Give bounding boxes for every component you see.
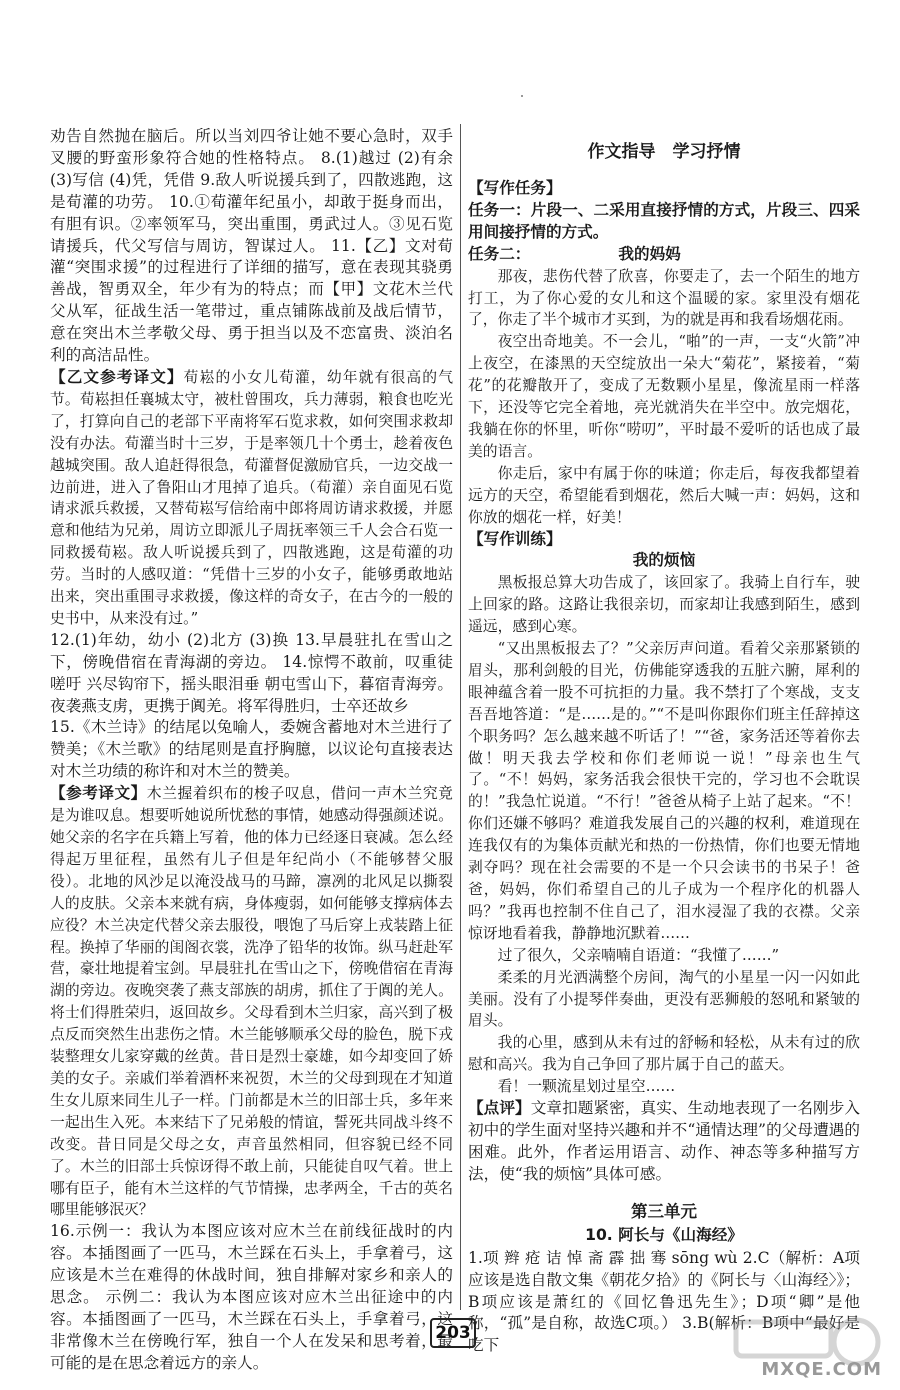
right-column	[468, 126, 860, 1357]
essay2-paragraph: 过了很久，父亲喃喃自语道：“我懂了……”	[497, 946, 780, 964]
writing-training-tag: 【写作训练】	[468, 529, 562, 548]
essay1-paragraph: 夜空出奇地美。不一会儿，“啪”的一声，一支“火箭”冲上夜空，在漆黑的天空绽放出一朵大“菊花”，紧接着，“菊花”的花瓣散开了，变成了无数颗小星星，像流星雨一样落下，还没等它完全着地，亮光就消失在半空中。放完烟花，我躺在你的怀里，听你“唠叨”，平时最不爱听的话也成了最美的语言。	[468, 333, 860, 460]
lesson-title: 10. 阿长与《山海经》	[585, 1225, 743, 1244]
reference-translation-text: 木兰握着织布的梭子叹息，借问一声木兰究竟是为谁叹息。想要听她说所忧愁的事情，她感动得强颜述说。她父亲的名字在兵籍上写着，他的体力已经逐日衰减。怎么经得起万里征程，虽然有儿子但是年纪尚小（不能够替父服役）。北地的风沙足以淹没战马的马蹄，凛冽的北风足以撕裂人的皮肤。父亲本来就有病，身体瘦弱，如何能够支撑病体去应役？木兰决定代替父亲去服役，喂饱了马后穿上戎装踏上征程。换掉了华丽的闺阁衣裳，洗净了铅华的妆饰。纵马赶赴军营，豪壮地提着宝剑。早晨驻扎在雪山之下，傍晚借宿在青海湖的旁边。夜晚突袭了燕支部族的胡虏，抓住了于阗的羌人。将士们得胜荣归，返回故乡。父母看到木兰归家，高兴到了极点反而突然生出悲伤之情。木兰能够顺承父母的脸色，脱下戎装整理女儿家穿戴的丝黄。昔日是烈士豪雄，如今却变回了娇美的女子。亲戚们举着酒杯来祝贺，木兰的父母到现在才知道生女儿原来同生儿子一样。门前都是木兰的旧部士兵，多年来一起出生入死。本来结下了兄弟般的情谊，誓死共同战斗终不改变。昔日同是父母之女，声音虽然相同，但容貌已经不同了。木兰的旧部士兵惊讶得不敢上前，只能徒自叹气着。世上哪有臣子，能有木兰这样的气节情操，忠孝两全，千古的英名哪里能够泯灭？	[50, 785, 453, 1219]
answer-15: 15.《木兰诗》的结尾以兔喻人，委婉含蓄地对木兰进行了赞美；《木兰歌》的结尾则是直抒胸臆，以议论句直接表达对木兰功绩的称许和对木兰的赞美。	[50, 718, 453, 781]
left-column	[50, 126, 453, 1375]
unit-title: 第三单元	[631, 1201, 697, 1221]
essay2-paragraph: 黑板报总算大功告成了，该回家了。我骑上自行车，驶上回家的路。这路让我很亲切，而家却让我感到陌生，感到遥远，感到心寒。	[468, 574, 860, 636]
task-two-header	[468, 244, 860, 266]
essay2-paragraph: “又出黑板报去了？”父亲厉声问道。看着父亲那紧锁的眉头，那利剑般的目光，仿佛能穿透我的五脏六腑，犀利的眼神蕴含着一股不可抗拒的力量。我不禁打了个寒战，支支吾吾地答道：“是……是的。”“不是叫你跟你们班主任辞掉这个职务吗？怎么越来越不听话了！”“爸，家务活还等着你去做！明天我去学校和你们老师说一说！”母亲也生气了。“不！妈妈，家务活我会很快干完的，学习也不会耽误的！”我急忙说道。“不行！”爸爸从椅子上站了起来。“不！你们还嫌不够吗？难道我发展自己的兴趣的权利，难道现在连我仅有的为集体贡献光和热的一份热情，你们也要无情地剥夺吗？现在社会需要的不是一个只会读书的书呆子！爸爸，妈妈，你们希望自己的儿子成为一个程序化的机器人吗？”我再也控制不住自己了，泪水浸湿了我的衣襟。父亲惊讶地看着我，静静地沉默着……	[468, 640, 860, 942]
writing-task-tag: 【写作任务】	[468, 179, 562, 197]
reference-translation	[50, 783, 453, 1221]
lesson-answers: 1.项 辫 疮 诘 悼 斋 霹 拙 骞 sōng wù 2.C（解析：A项应该是选自散文集《朝花夕拾》的《阿长与〈山海经〉》；B项应该是萧红的《回忆鲁迅先生》；D项“卿”是他称，“孤”是自称，故选C项。） 3.B(解析：B项中“最好是吃下	[468, 1248, 860, 1355]
answers-8-11: 劝告自然抛在脑后。所以当刘四爷让她不要心急时，双手叉腰的野蛮形象符合她的性格特点。 8.(1)越过 (2)有余 (3)写信 (4)凭，凭借 9.敌人听说援兵到了，四散逃跑，这是荀灌的功劳。 10.①荀灌年纪虽小，却敢于挺身而出，有胆有识。②率领军马，突出重围，勇武过人。③见石览请援兵，代父写信与周访，智谋过人。 11.【乙】文对荀灌“突围求援”的过程进行了详细的描写，意在表现其骁勇善战，智勇双全，年少有为的特点；而【甲】文花木兰代父从军，征战生活一笔带过，重点铺陈战前及战后情节，意在突出木兰孝敬父母、勇于担当以及不恋富贵、淡泊名利的高洁品性。	[50, 127, 453, 365]
scan-speck	[521, 95, 523, 97]
comment-tag: 【点评】	[468, 1099, 531, 1118]
comment	[468, 1098, 860, 1186]
essay2-paragraph: 看！一颗流星划过星空……	[497, 1078, 676, 1096]
task-two-label: 任务二：	[468, 244, 531, 263]
task-one: 任务一：片段一、二采用直接抒情的方式，片段三、四采用间接抒情的方式。	[468, 200, 860, 241]
watermark-text: MXQE.COM	[761, 1359, 882, 1380]
column-divider	[460, 124, 461, 1310]
answers-12-14: 12.(1)年幼，幼小 (2)北方 (3)换 13.早晨驻扎在雪山之下，傍晚借宿在青海湖的旁边。 14.惊愕不敢前，叹重徒嗟吁 兴尽钩帘下，摇头眼泪垂 朝屯雪山下，暮宿青海旁。夜袭燕支虏，更携于阗羌。将军得胜归，士卒还故乡	[50, 630, 453, 715]
page-number: 203	[430, 1318, 476, 1348]
essay2-paragraph: 柔柔的月光洒满整个房间，淘气的小星星一闪一闪如此美丽。没有了小提琴伴奏曲，更没有恶狮般的怒吼和紧皱的眉头。	[468, 968, 860, 1030]
yi-translation	[50, 367, 453, 630]
essay-title-mother: 我的妈妈	[618, 244, 681, 263]
essay2-paragraph: 我的心里，感到从未有过的舒畅和轻松，从未有过的欣慰和高兴。我为自己争回了那片属于自己的蓝天。	[468, 1034, 860, 1074]
essay1-paragraph: 你走后，家中有属于你的味道；你走后，每夜我都望着远方的天空，希望能看到烟花，然后大喊一声：妈妈，这和你放的烟花一样，好美！	[468, 464, 860, 526]
yi-translation-text: 荀崧的小女儿荀灌，幼年就有很高的气节。荀崧担任襄城太守，被杜曾围攻，兵力薄弱，粮食也吃光了，打算向自己的老部下平南将军石览求救，如何突围求救却没有办法。荀灌当时十三岁，于是率领几十个勇士，趁着夜色越城突围。敌人追赶得很急，荀灌督促激励官兵，一边交战一边前进，进入了鲁阳山才甩掉了追兵。（荀灌）亲自面见石览请求派兵救援，又替荀崧写信给南中郎将周访请求救援，并愿意和他结为兄弟，周访立即派儿子周抚率领三千人会合石览一同救援荀崧。敌人听说援兵到了，四散逃跑，这是荀灌的功劳。当时的人感叹道：“凭借十三岁的小女子，能够勇敢地站出来，突出重围寻求救援，像这样的奇女子，在古今的一般的史书中，从来没有过。”	[50, 368, 453, 627]
essay-title-worry: 我的烦恼	[632, 551, 696, 570]
reference-translation-tag: 【参考译文】	[50, 784, 147, 803]
answer-16: 16.示例一：我认为本图应该对应木兰在前线征战时的内容。本插图画了一匹马，木兰踩在石头上，手拿着弓，这应该是木兰在难得的休战时间，独自排解对家乡和亲人的思念。 示例二：我认为本图应该对应木兰出征途中的内容。本插图画了一匹马，木兰踩在石头上，手拿着弓，这非常像木兰在傍晚行军，独自一个人在发呆和思考着，最可能的是在思念着远方的亲人。	[50, 1222, 453, 1372]
comment-text: 文章扣题紧密，真实、生动地表现了一名刚步入初中的学生面对坚持兴趣和并不“通情达理”的父母遭遇的困难。此外，作者运用语言、动作、神态等多种描写方法，使“我的烦恼”具体可感。	[468, 1099, 860, 1183]
yi-translation-tag: 【乙文参考译文】	[50, 367, 184, 386]
section-title: 作文指导 学习抒情	[587, 142, 741, 162]
essay1-paragraph: 那夜，悲伤代替了欣喜，你要走了，去一个陌生的地方打工，为了你心爱的女儿和这个温暖的家。家里没有烟花了，你走了半个城市才买到，为的就是再和我看场烟花雨。	[468, 267, 860, 329]
